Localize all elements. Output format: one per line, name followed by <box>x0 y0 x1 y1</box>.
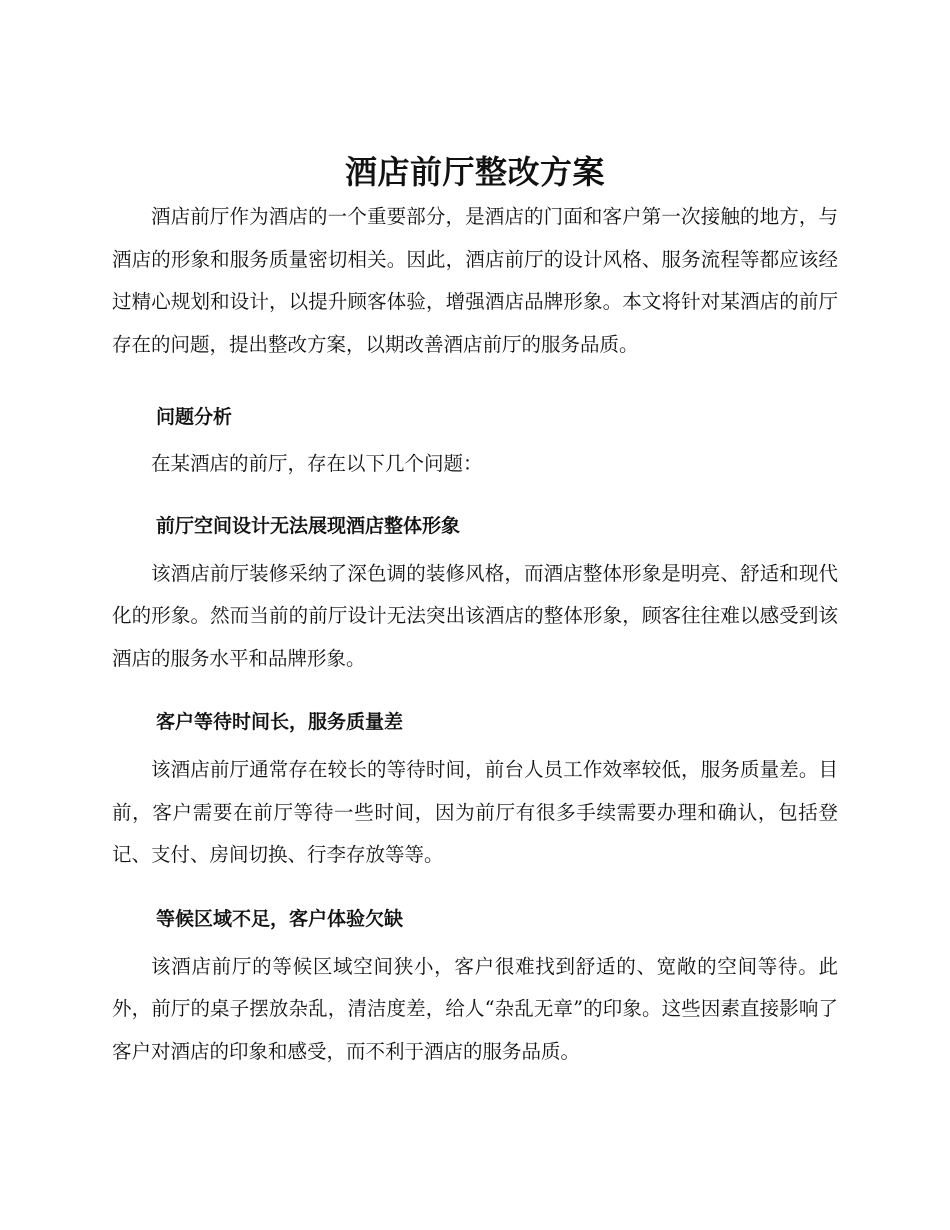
issue-heading-waiting-area: 等候区域不足，客户体验欠缺 <box>156 907 404 930</box>
issue-heading-space-design: 前厅空间设计无法展现酒店整体形象 <box>156 514 461 537</box>
issue-body-waiting-area: 该酒店前厅的等候区域空间狭小，客户很难找到舒适的、宽敞的空间等待。此外，前厅的桌子摆放杂乱，清洁度差，给人“杂乱无章”的印象。这些因素直接影响了客户对酒店的印象和感受，而不利于酒店的服务品质。 <box>112 954 838 1063</box>
issue-heading-waiting-time: 客户等待时间长，服务质量差 <box>156 711 404 733</box>
section-heading-problem-analysis: 问题分析 <box>156 406 233 428</box>
section-lead-paragraph: 在某酒店的前厅，存在以下几个问题： <box>151 452 483 475</box>
issue-body-space-design: 该酒店前厅装修采纳了深色调的装修风格，而酒店整体形象是明亮、舒适和现代化的形象。然而当前的前厅设计无法突出该酒店的整体形象，顾客往往难以感受到该酒店的服务水平和品牌形象。 <box>112 561 838 670</box>
issue-body-waiting-time: 该酒店前厅通常存在较长的等待时间，前台人员工作效率较低，服务质量差。目前，客户需要在前厅等待一些时间，因为前厅有很多手续需要办理和确认，包括登记、支付、房间切换、行李存放等等。 <box>112 758 838 866</box>
intro-paragraph: 酒店前厅作为酒店的一个重要部分，是酒店的门面和客户第一次接触的地方，与酒店的形象和服务质量密切相关。因此，酒店前厅的设计风格、服务流程等都应该经过精心规划和设计，以提升顾客体验，增强酒店品牌形象。本文将针对某酒店的前厅存在的问题，提出整改方案，以期改善酒店前厅的服务品质。 <box>112 205 838 356</box>
document-title: 酒店前厅整改方案 <box>344 153 605 191</box>
